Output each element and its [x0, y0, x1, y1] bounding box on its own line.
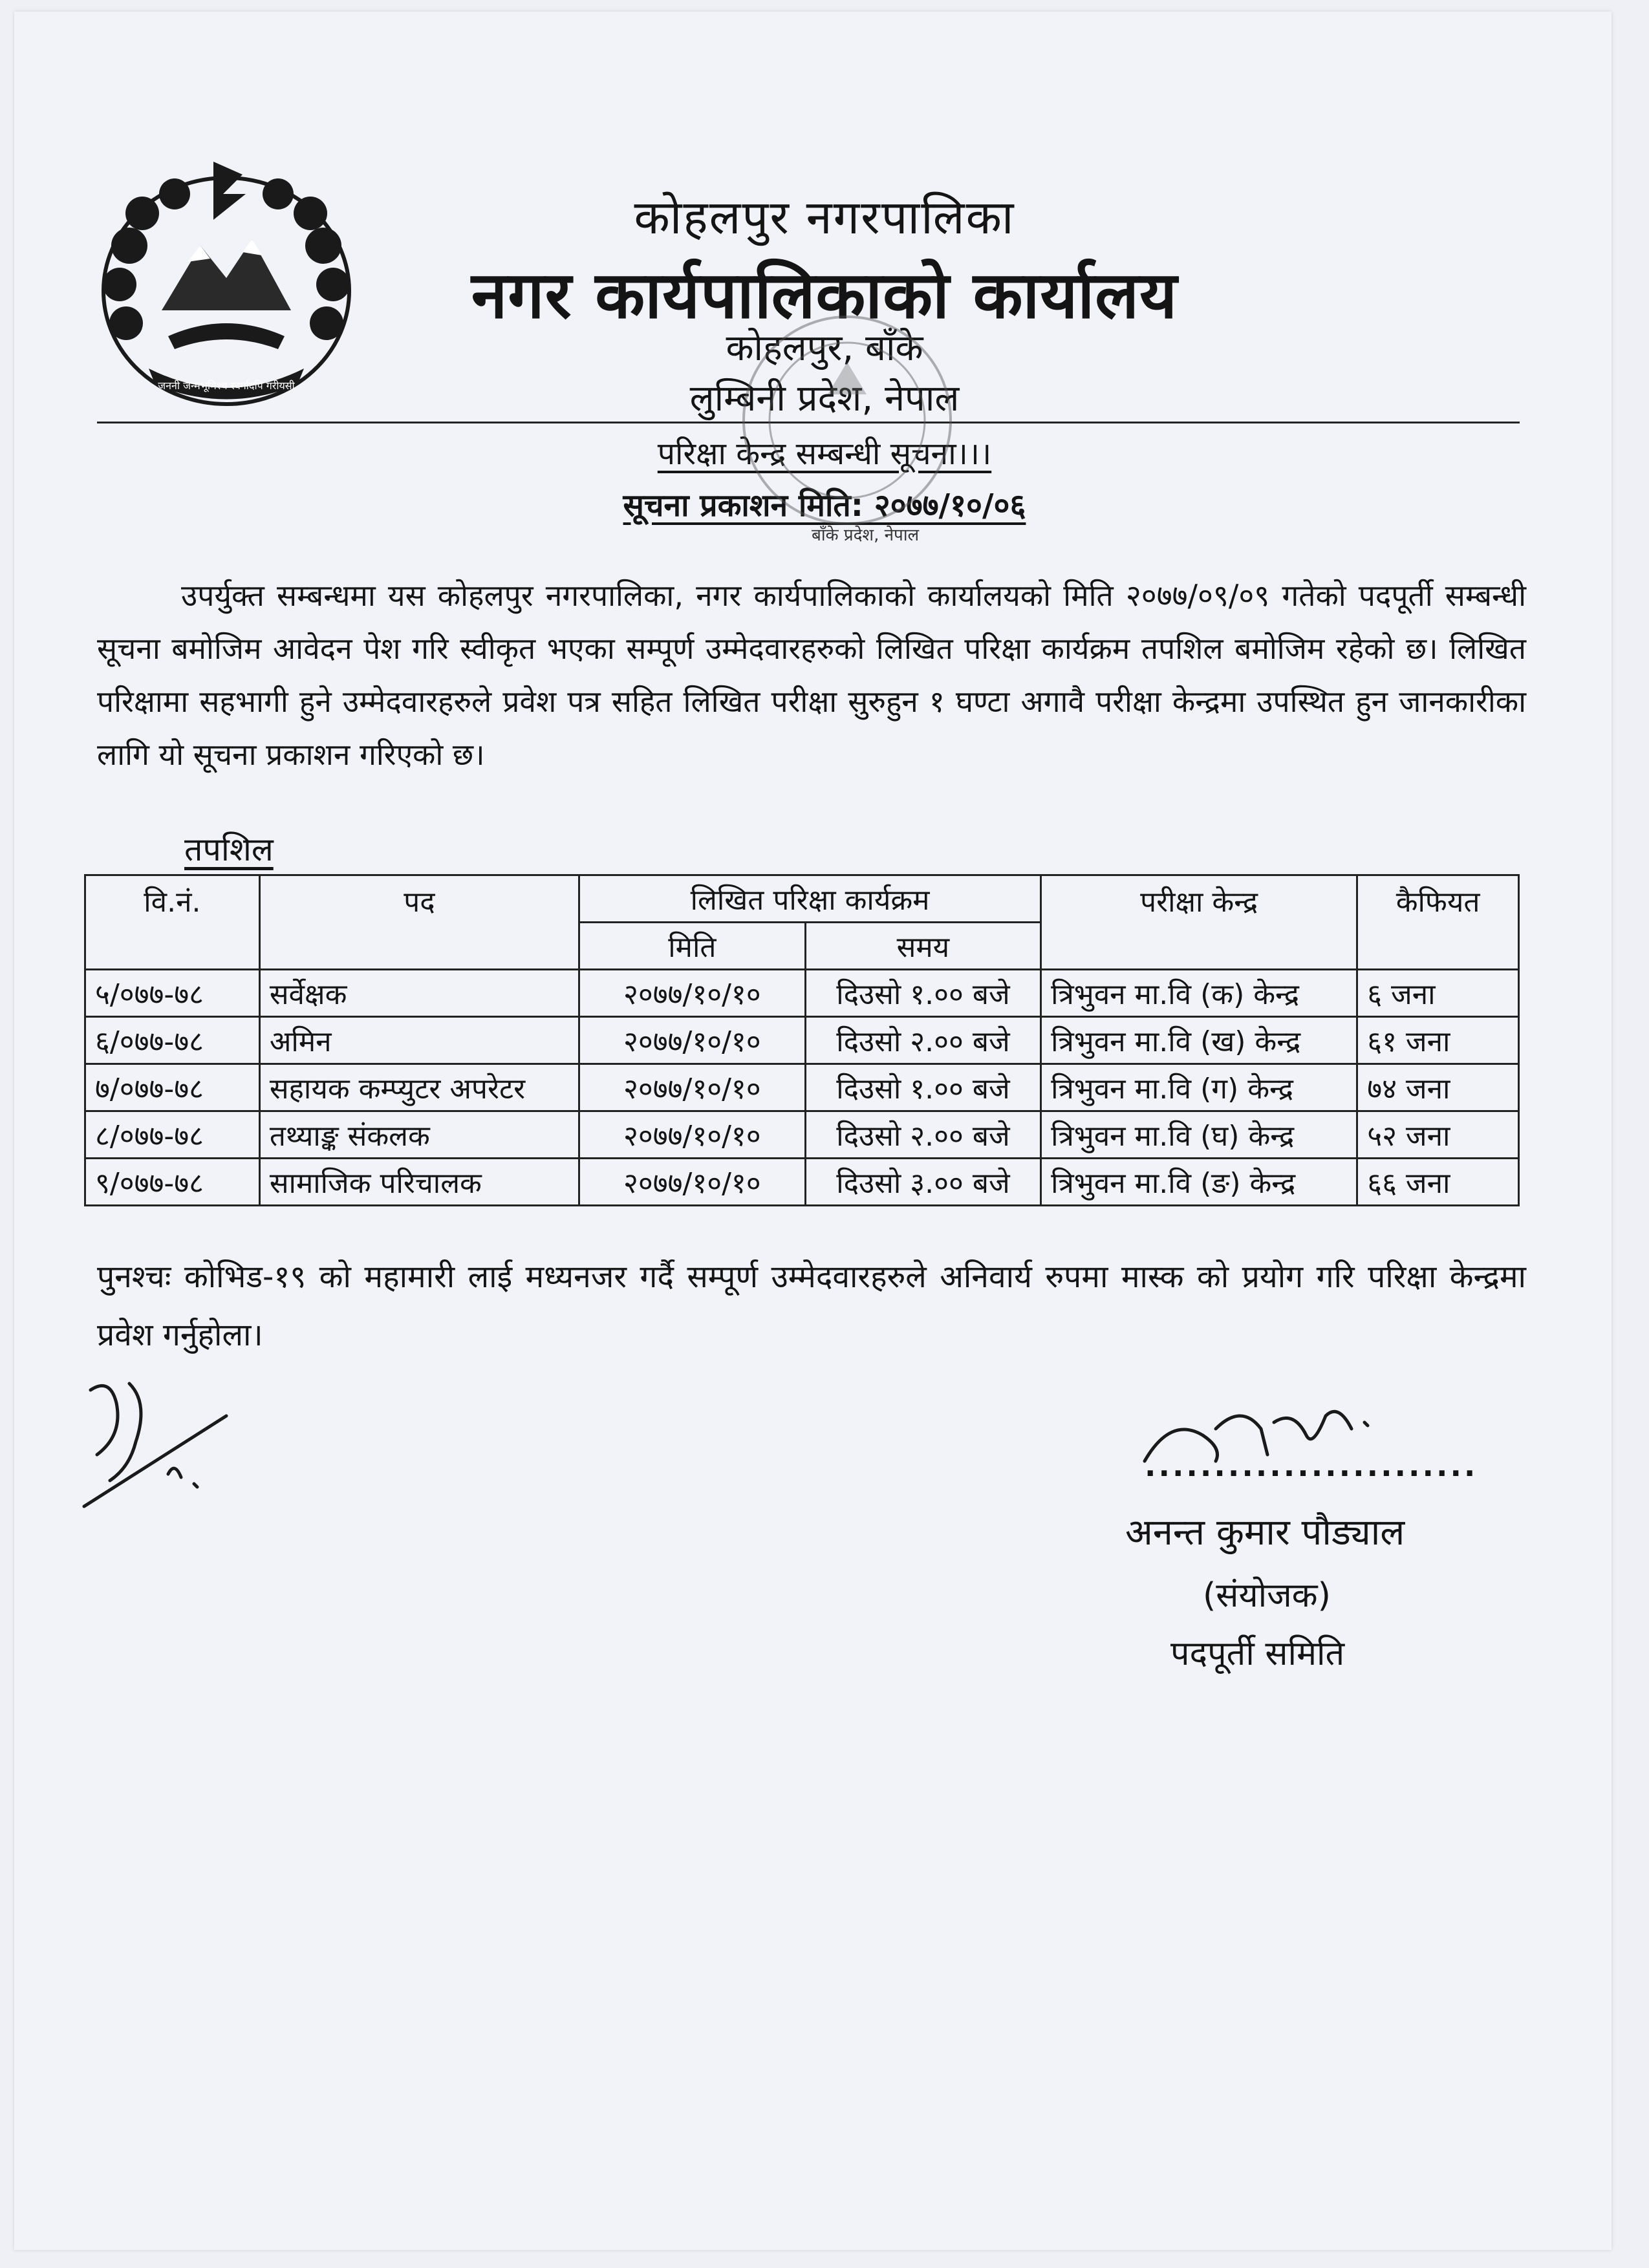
- signatory-role: (संयोजक): [1203, 1576, 1331, 1615]
- cell-sn: ६/०७७-७८: [85, 1017, 260, 1064]
- notice-body: उपर्युक्त सम्बन्धमा यस कोहलपुर नगरपालिका, नगर कार्यपालिकाको कार्यालयको मिति २०७७/०९/०९ गतेको पदपूर्ती सम्बन्धी सूचना बमोजिम आवेदन पेश गरि स्वीकृत भएका सम्पूर्ण उम्मेदवारहरुको लिखित परिक्षा कार्यक्रम तपशिल बमोजिम रहेको छ। लिखित परिक्षामा सहभागी हुने उम्मेदवारहरुले प्रवेश पत्र सहित लिखित परीक्षा सुरुहुन १ घण्टा अगावै परीक्षा केन्द्रमा उपस्थित हुन जानकारीका लागि यो सूचना प्रकाशन गरिएको छ।: [97, 578, 1526, 772]
- cell-date: २०७७/१०/१०: [579, 1017, 806, 1064]
- cell-post: तथ्याङ्क संकलक: [259, 1111, 579, 1159]
- cell-remarks: ५२ जना: [1357, 1111, 1519, 1159]
- seal-stamp-text: बाँके प्रदेश, नेपाल: [812, 526, 920, 545]
- table-row: [85, 1111, 1519, 1159]
- cell-sn: ५/०७७-७८: [85, 970, 260, 1017]
- cell-date: २०७७/१०/१०: [579, 1159, 806, 1206]
- cell-time: दिउसो १.०० बजे: [805, 1064, 1040, 1111]
- header-time: समय: [805, 923, 1040, 970]
- signatory-name: अनन्त कुमार पौड्याल: [1125, 1512, 1405, 1554]
- cell-center: त्रिभुवन मा.वि (ङ) केन्द्र: [1041, 1159, 1357, 1206]
- header-remarks: कैफियत: [1357, 875, 1519, 970]
- cell-center: त्रिभुवन मा.वि (ख) केन्द्र: [1041, 1017, 1357, 1064]
- left-signature-mark: [71, 1364, 252, 1519]
- cell-post: अमिन: [259, 1017, 579, 1064]
- cell-remarks: ७४ जना: [1357, 1064, 1519, 1111]
- cell-sn: ९/०७७-७८: [85, 1159, 260, 1206]
- cell-center: त्रिभुवन मा.वि (घ) केन्द्र: [1041, 1111, 1357, 1159]
- office-province: लुम्बिनी प्रदेश, नेपाल: [689, 378, 960, 420]
- cell-remarks: ६ जना: [1357, 970, 1519, 1017]
- header-post: पद: [259, 875, 579, 970]
- cell-date: २०७७/१०/१०: [579, 1111, 806, 1159]
- notice-subject: परिक्षा केन्द्र सम्बन्धी सूचना।।।: [657, 436, 992, 472]
- office-seal-stamp: [731, 297, 964, 543]
- cell-center: त्रिभुवन मा.वि (क) केन्द्र: [1041, 970, 1357, 1017]
- signatory-committee: पदपूर्ती समिति: [1170, 1634, 1345, 1673]
- cell-post: सहायक कम्प्युटर अपरेटर: [259, 1064, 579, 1111]
- cell-sn: ७/०७७-७८: [85, 1064, 260, 1111]
- details-heading: तपशिल: [184, 831, 274, 868]
- cell-post: सामाजिक परिचालक: [259, 1159, 579, 1206]
- table-row: [85, 1159, 1519, 1206]
- cell-time: दिउसो २.०० बजे: [805, 1017, 1040, 1064]
- cell-center: त्रिभुवन मा.वि (ग) केन्द्र: [1041, 1064, 1357, 1111]
- cell-remarks: ६६ जना: [1357, 1159, 1519, 1206]
- emblem-motto: जननी जन्मभूमिश्च स्वर्गादपि गरीयसी: [158, 380, 295, 392]
- postscript-note: पुनश्चः कोभिड-१९ को महामारी लाई मध्यनजर गर्दै सम्पूर्ण उम्मेदवारहरुले अनिवार्य रुपमा मास्क को प्रयोग गरि परिक्षा केन्द्रमा प्रवेश गर्नुहोला।: [97, 1259, 1526, 1353]
- cell-sn: ८/०७७-७८: [85, 1111, 260, 1159]
- cell-date: २०७७/१०/१०: [579, 970, 806, 1017]
- office-location: कोहलपुर, बाँके: [726, 327, 923, 369]
- cell-time: दिउसो २.०० बजे: [805, 1111, 1040, 1159]
- signature-line: ........................: [1145, 1448, 1478, 1483]
- cell-time: दिउसो १.०० बजे: [805, 970, 1040, 1017]
- municipality-name: कोहलपुर नगरपालिका: [634, 190, 1015, 244]
- table-row: [85, 1017, 1519, 1064]
- exam-schedule-table: [84, 874, 1520, 1206]
- table-row: [85, 1064, 1519, 1111]
- header-date: मिति: [579, 923, 806, 970]
- header-center: परीक्षा केन्द्र: [1041, 875, 1357, 970]
- publish-date: सूचना प्रकाशन मिति: २०७७/१०/०६: [623, 487, 1026, 524]
- cell-time: दिउसो ३.०० बजे: [805, 1159, 1040, 1206]
- cell-post: सर्वेक्षक: [259, 970, 579, 1017]
- cell-remarks: ६१ जना: [1357, 1017, 1519, 1064]
- table-row: [85, 970, 1519, 1017]
- header-schedule: लिखित परिक्षा कार्यक्रम: [579, 875, 1041, 923]
- cell-date: २०७७/१०/१०: [579, 1064, 806, 1111]
- office-title: नगर कार्यपालिकाको कार्यालय: [471, 257, 1178, 333]
- header-sn: वि.नं.: [85, 875, 260, 970]
